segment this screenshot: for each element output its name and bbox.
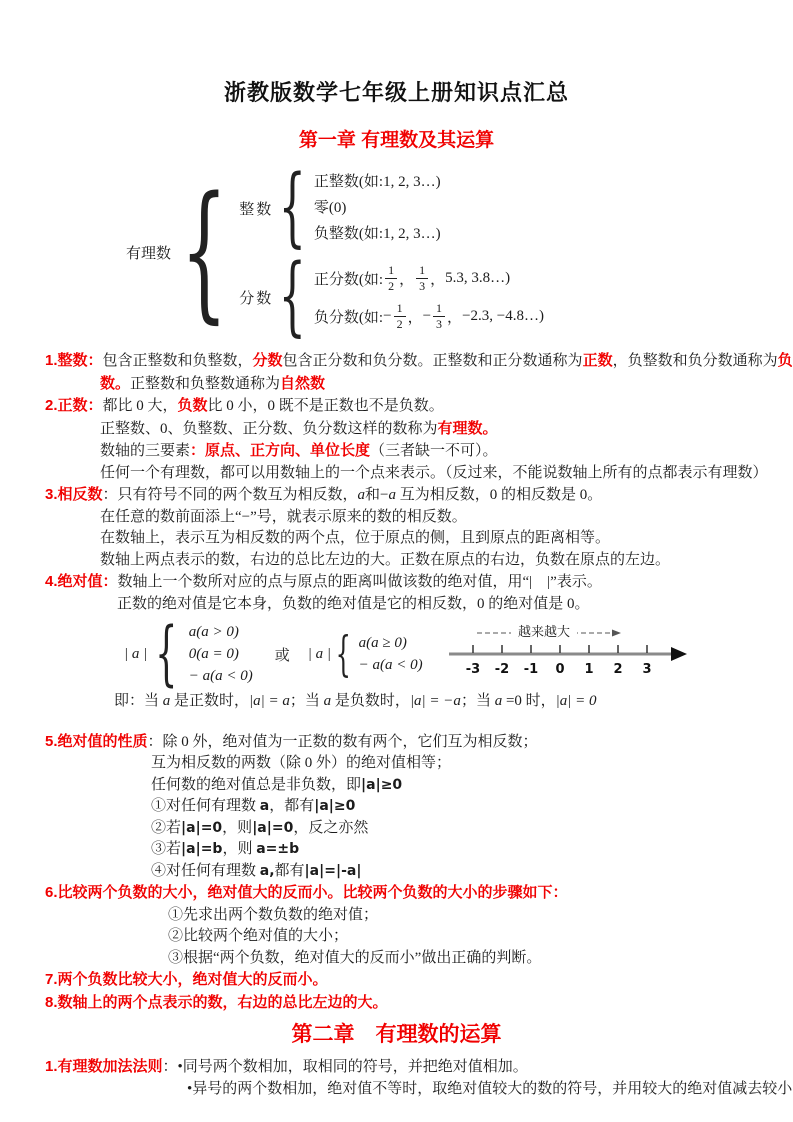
chapter1-content [0, 350, 793, 1100]
text-segment: 互为相反数的两数（除 0 外）的绝对值相等； [151, 755, 452, 771]
text-segment: 数。 [100, 374, 131, 392]
text-segment: 都比 0 大， [102, 398, 178, 414]
text-segment: ，则 [222, 819, 253, 836]
denominator: 3 [416, 278, 428, 293]
fraction-text: ， [407, 309, 423, 326]
minus-sign: − [422, 307, 432, 324]
text-segment: a=±b [256, 841, 300, 857]
numerator: 1 [388, 263, 395, 278]
text-line [0, 818, 793, 840]
chapter2-heading: 第二章 有理数的运算 [291, 1023, 502, 1046]
fraction-text: 5.3, 3.8…) [445, 269, 511, 286]
text-segment: 2.正数： [45, 397, 103, 414]
text-segment: 比 0 小，0 既不是正数也不是负数。 [207, 398, 444, 414]
document-title: 浙教版数学七年级上册知识点汇总 [223, 80, 569, 105]
text-segment: ；当 [289, 693, 324, 709]
text-segment: 正整数和负整数通称为 [130, 375, 281, 392]
text-segment: 负 [777, 352, 793, 369]
text-segment: 包含正整数和负整数， [102, 353, 253, 369]
text-line [0, 691, 793, 713]
text-line [0, 1056, 793, 1079]
case-line: a(a ≥ 0) [358, 635, 407, 651]
text-segment: |a|≥0 [314, 798, 356, 814]
abs-lhs: | a | [307, 645, 332, 662]
integer-group [239, 169, 544, 247]
tick-label: 3 [642, 661, 652, 677]
chapter1-heading: 第一章 有理数及其运算 [298, 130, 495, 151]
diagram-root-label: 有理数 [126, 245, 172, 262]
text-segment: 正数 [582, 352, 613, 369]
cases-brace [328, 634, 359, 675]
fraction-one-third [416, 263, 428, 293]
text-segment: |a| = −a [409, 693, 461, 709]
fraction-text: −2.3, −4.8…) [462, 307, 544, 324]
text-line [0, 753, 793, 775]
cases-brace [144, 624, 189, 684]
text-segment: a [162, 693, 171, 709]
text-line [0, 861, 793, 883]
text-segment: ，都有 [269, 798, 315, 814]
numerator: 1 [436, 301, 443, 316]
outer-brace [157, 189, 251, 315]
tick-label: -1 [523, 661, 538, 677]
text-segment: 任何一个有理数，都可以用数轴上的一个点来表示。（反过来，不能说数轴上所有的点都表示有理数） [100, 464, 768, 481]
text-segment: 是负数时， [331, 693, 410, 709]
axis-arrowhead-icon [671, 647, 687, 661]
case-list [359, 632, 423, 676]
text-segment: 自然数 [280, 374, 326, 392]
text-segment: |a|=b [181, 841, 223, 857]
text-segment: 1.整数： [45, 352, 103, 369]
denominator: 2 [385, 278, 397, 293]
text-segment: ①对任何有理数 [151, 798, 260, 814]
text-segment: ，反之亦然 [293, 819, 369, 836]
text-segment: =0 时， [502, 693, 556, 709]
tick-label: -2 [494, 661, 509, 677]
fraction-one-third [433, 301, 445, 331]
rational-number-classification-diagram [126, 166, 793, 338]
text-segment: 7.两个负数比较大小，绝对值大的反而小。 [45, 971, 328, 988]
text-line [0, 373, 793, 396]
text-line [0, 528, 793, 550]
text-segment: ，则 [222, 841, 257, 857]
text-segment: a [388, 487, 396, 503]
text-segment: ③若 [151, 841, 182, 857]
text-segment: |a|=0 [252, 819, 294, 836]
text-line [0, 948, 793, 970]
absolute-value-formula [124, 617, 793, 691]
text-segment: |a| = a [249, 693, 290, 709]
case-line: a(a > 0) [188, 624, 239, 640]
text-segment: 包含正分数和负分数。正整数和正分数通称为 [282, 353, 583, 369]
text-line [0, 571, 793, 594]
diagram-branches [239, 169, 544, 335]
text-line [0, 839, 793, 861]
text-segment: ②比较两个绝对值的大小； [168, 928, 349, 944]
text-segment: 分数 [252, 352, 283, 369]
text-segment: |a| = 0 [555, 693, 597, 709]
integer-group-label: 整数 [239, 201, 274, 218]
text-segment: a [323, 693, 332, 709]
text-line [0, 507, 793, 529]
text-segment: ：只有符号不同的两个数互为相反数， [102, 487, 358, 503]
text-segment: ①先求出两个数负数的绝对值； [168, 906, 379, 923]
text-segment: 1.有理数加法法则 [45, 1058, 163, 1075]
integer-item: 负整数(如:1, 2, 3…) [313, 226, 441, 242]
text-segment: 即：当 [114, 693, 163, 709]
integer-items [314, 169, 441, 247]
case-line: 0(a = 0) [188, 646, 239, 662]
text-line [0, 992, 793, 1015]
text-segment: （三者缺一不可）。 [370, 443, 498, 459]
text-segment: ；当 [460, 693, 495, 709]
text-segment: 在任意的数前面添上“−”号，就表示原来的数的相反数。 [100, 508, 467, 525]
text-line [0, 440, 793, 463]
denominator: 3 [433, 316, 445, 331]
text-segment: 都有 [274, 862, 305, 879]
text-segment: ：除 0 外，绝对值为一正数的数有两个，它们互为相反数； [147, 733, 538, 750]
fraction-one-half [394, 301, 406, 331]
text-line [0, 418, 793, 441]
text-segment: a, [259, 862, 275, 879]
tick-label: 1 [584, 661, 594, 677]
text-line [0, 796, 793, 818]
text-line [0, 905, 793, 927]
denominator: 2 [394, 316, 406, 331]
numerator: 1 [419, 263, 426, 278]
text-segment: ④对任何有理数 [151, 862, 260, 879]
fraction-text: ， [399, 271, 415, 288]
numerator: 1 [396, 301, 403, 316]
text-line [0, 1079, 793, 1101]
dashed-arrowhead-icon [612, 629, 621, 636]
text-segment: 4.绝对值： [45, 573, 118, 590]
text-segment: 在数轴上，表示互为相反数的两个点，位于原点的侧，且到原点的距离相等。 [100, 530, 611, 546]
text-segment: 是正数时， [170, 693, 250, 709]
numberline-figure [447, 618, 689, 685]
text-line [0, 731, 793, 754]
integer-item: 零(0) [313, 200, 347, 216]
case-line: − a(a < 0) [188, 668, 253, 684]
case-list [189, 621, 253, 687]
text-line [0, 594, 793, 616]
text-segment: 数轴上两点表示的数，右边的总比左边的大。正数在原点的右边，负数在原点的左边。 [100, 551, 671, 568]
text-segment: a [494, 693, 503, 709]
increasing-label: 越来越大 [517, 623, 570, 639]
text-segment: |a|=0 [181, 819, 223, 836]
text-segment: 有理数。 [437, 419, 498, 437]
text-segment: 3.相反数 [45, 486, 103, 503]
text-segment: 5.绝对值的性质 [45, 732, 148, 750]
fraction-group [239, 259, 544, 335]
text-segment: 任何数的绝对值总是非负数，即 [151, 776, 362, 793]
abs-cases-two [308, 632, 423, 676]
fraction-text: 正分数(如: [313, 271, 384, 288]
text-segment: |a|≥0 [361, 776, 403, 793]
text-line [0, 484, 793, 507]
text-segment: ：原点、正方向、单位长度 [190, 442, 371, 459]
fraction-items [314, 259, 544, 335]
text-segment: 互为相反数，0 的相反数是 0。 [396, 487, 603, 503]
text-segment: 正数的绝对值是它本身，负数的绝对值是它的相反数，0 的绝对值是 0。 [117, 595, 590, 612]
fraction-brace [265, 260, 320, 333]
abs-lhs: | a | [124, 645, 148, 662]
text-segment: 6.比较两个负数的大小，绝对值大的反而小。比较两个负数的大小的步骤如下： [45, 884, 568, 901]
tick-label: 0 [555, 661, 565, 677]
fraction-text: 负分数(如: [313, 309, 384, 326]
text-segment: ②若 [151, 819, 182, 836]
case-line: − a(a < 0) [358, 657, 423, 673]
text-line [0, 775, 793, 797]
abs-cases-three [124, 621, 253, 687]
text-segment: 负数 [177, 397, 208, 414]
text-segment: a [259, 798, 270, 814]
text-line [0, 350, 793, 373]
text-line [0, 395, 793, 418]
fraction-text: ， [430, 271, 446, 288]
text-segment: a [357, 487, 366, 503]
text-line [0, 463, 793, 485]
text-line [0, 550, 793, 572]
tick-label: 2 [613, 661, 623, 677]
text-segment: 和− [365, 487, 389, 503]
text-line [0, 882, 793, 905]
text-segment: ，负整数和负分数通称为 [612, 353, 778, 369]
text-segment: 8.数轴上的两个点表示的数，右边的总比左边的大。 [45, 993, 388, 1011]
text-segment: 数轴的三要素 [100, 443, 191, 459]
text-line [0, 969, 793, 992]
text-segment: 正整数、0、负整数、正分数、负分数这样的数称为 [100, 420, 438, 437]
or-label: 或 [274, 647, 290, 664]
fraction-text: ， [447, 309, 463, 326]
text-segment: 数轴上一个数所对应的点与原点的距离叫做该数的绝对值，用“| |”表示。 [117, 574, 602, 590]
text-segment: |a|=|-a| [304, 862, 362, 879]
fraction-one-half [385, 263, 397, 293]
text-segment: ③根据“两个负数，绝对值大的反而小”做出正确的判断。 [168, 949, 542, 966]
minus-sign: − [383, 307, 392, 324]
text-segment: •异号的两个数相加，绝对值不等时，取绝对值较大的数的符号，并用较大的绝对值减去较小 [187, 1080, 793, 1097]
text-segment: ：•同号两个数相加，取相同的符号，并把绝对值相加。 [162, 1059, 528, 1075]
tick-label: -3 [465, 661, 480, 677]
integer-item: 正整数(如:1, 2, 3…) [313, 174, 441, 190]
negative-fraction-item [314, 297, 544, 335]
integer-brace [265, 171, 320, 244]
numberline-svg [447, 618, 689, 680]
fraction-group-label: 分数 [239, 290, 274, 307]
text-line [0, 926, 793, 948]
positive-fraction-item [314, 259, 544, 297]
